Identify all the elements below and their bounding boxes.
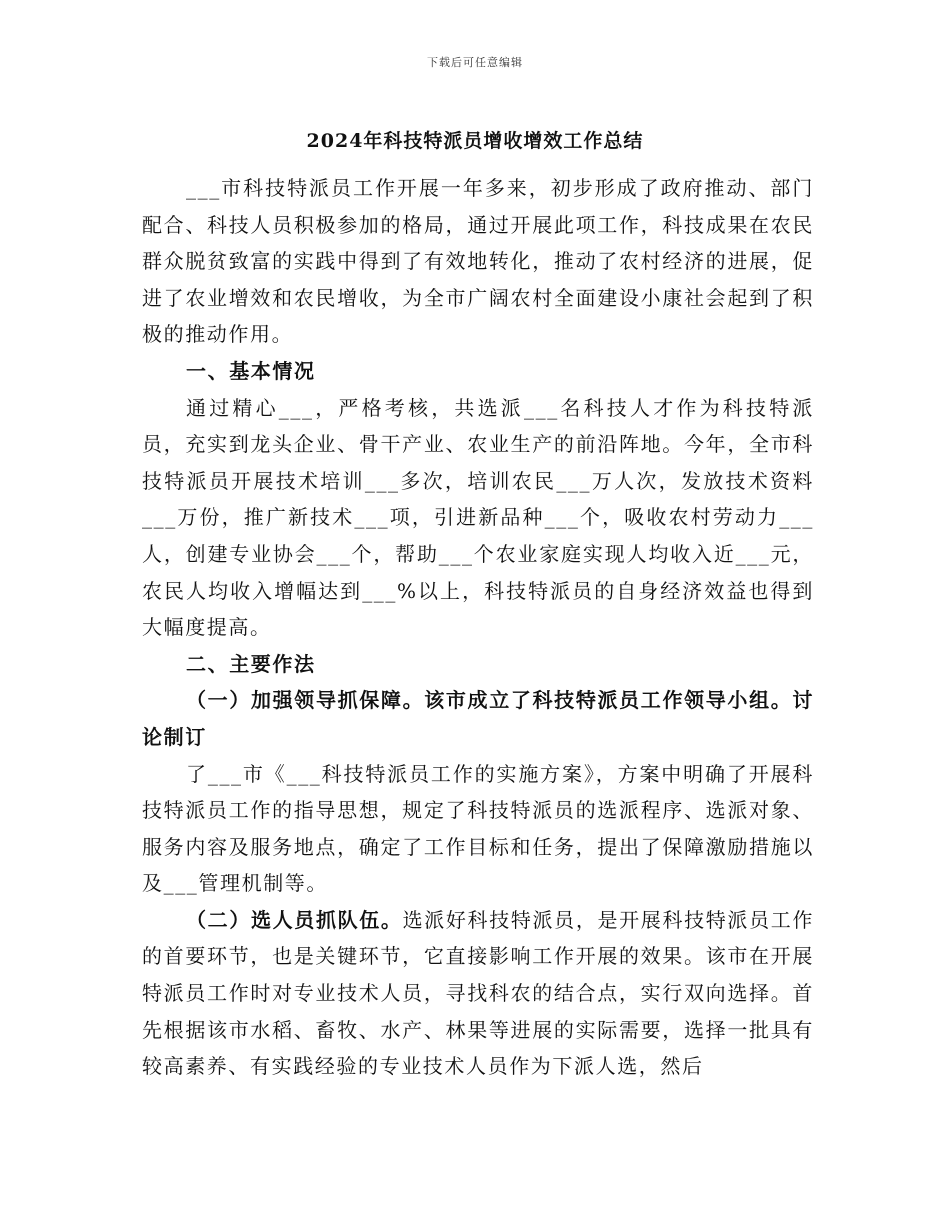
intro-paragraph: ___市科技特派员工作开展一年多来，初步形成了政府推动、部门配合、科技人员积极参加的格局，通过开展此项工作，科技成果在农民群众脱贫致富的实践中得到了有效地转化，推动了农村经济的进展，促进了农业增效和农民增收，为全市广阔农村全面建设小康社会起到了积极的推动作用。 [142,176,814,347]
method2-lead: （二）选人员抓队伍。 [186,907,403,932]
method1-title: （一）加强领导抓保障。该市成立了科技特派员工作领导小组。讨论制订 [142,688,814,749]
document-title: 2024年科技特派员增收增效工作总结 [306,130,644,152]
header-note: 下载后可任意编辑 [427,56,523,69]
section-heading-basic: 一、基本情况 [186,358,316,383]
section-heading-methods: 二、主要作法 [186,651,316,676]
basic-paragraph: 通过精心___，严格考核，共选派___名科技人才作为科技特派员，充实到龙头企业、骨干产业、农业生产的前沿阵地。今年，全市科技特派员开展技术培训___多次，培训农民___万人次，发放技术资料___万份，推广新技术___项，引进新品种___个，吸收农村劳动力___人，创建专业协会___个，帮助___个农业家庭实现人均收入近___元，农民人均收入增幅达到___%以上，科技特派员的自身经济效益也得到大幅度提高。 [142,395,814,640]
document-body [142,170,814,1085]
method1-paragraph: 了___市《___科技特派员工作的实施方案》，方案中明确了开展科技特派员工作的指导思想，规定了科技特派员的选派程序、选派对象、服务内容及服务地点，确定了工作目标和任务，提出了保障激励措施以及___管理机制等。 [142,761,814,896]
method2-body: 选派好科技特派员，是开展科技特派员工作的首要环节，也是关键环节，它直接影响工作开展的效果。该市在开展特派员工作时对专业技术人员，寻找科农的结合点，实行双向选择。首先根据该市水稻、畜牧、水产、林果等进展的实际需要，选择一批具有较高素养、有实践经验的专业技术人员作为下派人选，然后 [142,907,815,1079]
method2-paragraph [142,902,814,1085]
